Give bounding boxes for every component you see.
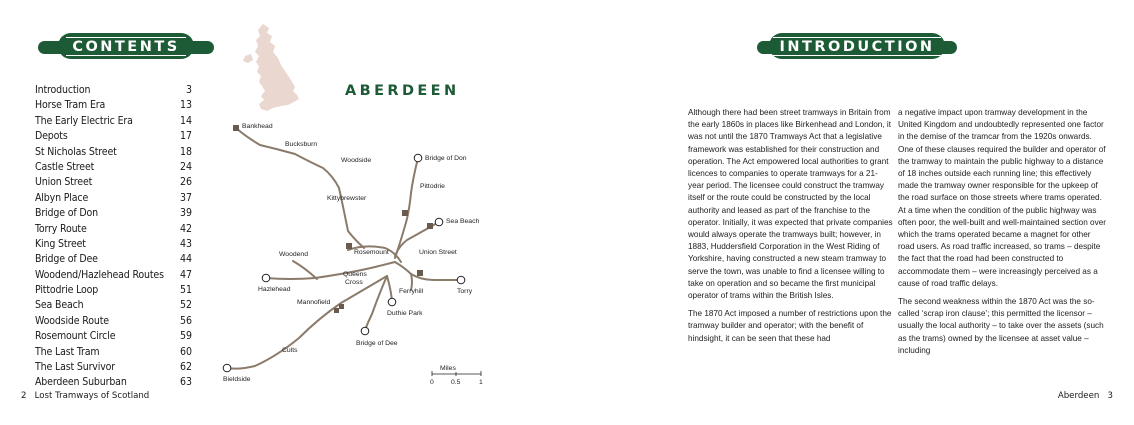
toc-title: Torry Route [35,222,87,235]
scale-title: Miles [440,365,456,372]
terminus-sea-beach [435,218,443,226]
label-woodside: Woodside [341,157,372,164]
toc-title: The Early Electric Era [35,114,133,127]
contents-header-label: CONTENTS [66,37,185,56]
toc-entry[interactable] [35,329,192,344]
toc-entry[interactable] [35,283,192,298]
right-folio: Aberdeen 3 [1057,391,1113,401]
toc-page: 51 [179,284,192,297]
label-hazlehead: Hazlehead [258,286,291,293]
toc-entry[interactable] [35,191,192,206]
contents-header [38,33,214,59]
label-union-street: Union Street [419,249,457,256]
label-bieldside: Bieldside [223,376,251,383]
depot-marker [427,223,433,229]
toc-entry[interactable] [35,175,192,190]
toc-title: Bridge of Dee [35,253,98,266]
toc-page: 14 [179,114,192,127]
toc-page: 42 [179,222,192,235]
intro-column-1 [688,107,893,351]
toc-entry[interactable] [35,145,192,160]
introduction-header [757,33,957,59]
toc-page: 26 [179,176,192,189]
label-duthie-park: Duthie Park [387,310,423,317]
toc-title: Albyn Place [35,191,89,204]
toc-page: 60 [179,345,192,358]
label-torry: Torry [457,288,473,295]
tram-route-map [215,18,485,393]
toc-entry[interactable] [35,268,192,283]
toc-title: The Last Tram [35,345,100,358]
toc-title: Rosemount Circle [35,330,116,343]
toc-page: 13 [179,99,192,112]
toc-entry[interactable] [35,129,192,144]
toc-title: Bridge of Don [35,207,98,220]
route-union-torry [395,262,461,280]
scale-bar [430,365,483,386]
label-sea-beach: Sea Beach [446,218,480,225]
label-ferryhill: Ferryhill [399,288,424,295]
toc-entry[interactable] [35,360,192,375]
depots [233,125,433,313]
toc-entry[interactable] [35,114,192,129]
route-hazlehead [266,262,395,279]
label-kittybrewster: Kittybrewster [327,195,367,202]
terminus-torry [457,276,465,284]
toc-entry[interactable] [35,345,192,360]
toc-entry[interactable] [35,252,192,267]
label-queens-cross: Queens [343,271,367,278]
toc-page: 47 [179,268,192,281]
toc-entry[interactable] [35,222,192,237]
toc-title: St Nicholas Street [35,145,117,158]
label-rosemount: Rosemount [354,249,389,256]
introduction-header-label: INTRODUCTION [773,37,940,56]
toc-page: 3 [185,84,192,96]
city-title: ABERDEEN [345,83,460,99]
terminus-hazlehead [262,274,270,282]
depot-marker [346,243,352,249]
toc-page: 39 [179,207,192,220]
toc-entry[interactable] [35,83,192,98]
terminus-bridge-of-don [414,154,422,162]
label-bridge-of-dee: Bridge of Dee [356,340,398,347]
route-duthie-park [387,276,392,301]
toc-page: 52 [179,299,192,312]
label-cults: Cults [282,347,298,354]
toc-title: Woodside Route [35,314,109,327]
toc-title: King Street [35,237,86,250]
left-folio: 2 Lost Tramways of Scotland [21,391,150,401]
toc-page: 44 [179,253,192,266]
intro-paragraph: The second weakness within the 1870 Act was the so-called ‘scrap iron clause’; this permitted the licensor – usually the local authority – to take over the assets (such as the trams) owned by the licensee at asset value – including [898,297,1104,355]
toc-title: Horse Tram Era [35,99,106,112]
toc-title: Pittodrie Loop [35,284,99,297]
terminus-duthie-park [388,298,396,306]
scale-tick-half: 0.5 [451,379,461,386]
toc-entry[interactable] [35,160,192,175]
route-woodend [293,261,317,279]
toc-title: Depots [35,130,68,143]
toc-page: 63 [179,376,192,389]
northern-ireland-shape [243,54,253,63]
label-woodend: Woodend [279,251,308,258]
totem-plate [769,33,945,59]
toc-entry[interactable] [35,375,192,390]
toc-page: 62 [179,361,192,374]
toc-title: Castle Street [35,160,95,173]
depot-marker [402,210,408,216]
toc-page: 18 [179,145,192,158]
depot-marker [334,308,339,313]
intro-paragraph: The 1870 Act imposed a number of restrictions upon the tramway builder and operator; with the benefit of hindsight, it can be seen that these had [688,309,892,343]
toc-page: 17 [179,130,192,143]
toc-title: Sea Beach [35,299,84,312]
label-bucksburn: Bucksburn [285,141,318,148]
toc-entry[interactable] [35,206,192,221]
toc-title: Woodend/Hazlehead Routes [35,268,164,281]
route-bridge-of-don [395,158,418,258]
toc-page: 59 [179,330,192,343]
scale-tick-1: 1 [479,379,483,386]
toc-entry[interactable] [35,314,192,329]
intro-paragraph: a negative impact upon tramway development in the United Kingdom and undoubtedly represented one factor in the demise of the tramcar from the 1920s onwards. One of these clauses required the builder and operator of the tramway to maintain the public highway to a distance of 18 inches outside each running line; this effectively made the tramway owner responsible for the upkeep of the road surface on those streets where trams operated. At a time when the condition of the public highway was often poor, the well-built and well-maintained section over which the trams operated became a magnet for other road users. As road traffic increased, so trams – despite the fact that the road had been constructed to accommodate them – were increasingly perceived as a cause of road traffic delays. [898,108,1106,288]
toc-entry[interactable] [35,237,192,252]
intro-column-2 [898,107,1106,363]
terminus-bridge-of-dee [361,327,369,335]
toc-title: Union Street [35,176,93,189]
label-bankhead: Bankhead [242,123,273,130]
toc-title: Introduction [35,84,91,96]
toc-page: 56 [179,314,192,327]
label-queens-cross-2: Cross [345,279,363,286]
route-bieldside [227,276,387,369]
depot-marker [233,125,239,131]
toc-page: 43 [179,237,192,250]
toc-page: 24 [179,160,192,173]
terminus-bieldside [223,364,231,372]
label-pittodrie: Pittodrie [420,183,445,190]
toc-page: 37 [179,191,192,204]
depot-marker [417,270,423,276]
toc-title: The Last Survivor [35,361,116,374]
toc-entry[interactable] [35,98,192,113]
scale-tick-0: 0 [430,379,434,386]
label-mannofield: Mannofield [297,299,331,306]
toc-entry[interactable] [35,298,192,313]
route-bridge-of-dee [365,276,387,330]
toc-title: Aberdeen Suburban [35,376,127,389]
totem-plate [58,33,194,59]
label-bridge-of-don: Bridge of Don [425,155,467,162]
depot-marker [339,304,344,309]
intro-paragraph: Although there had been street tramways in Britain from the early 1860s in places like Birkenhead and London, it was not until the 1870 Tramways Act that a legislative framework was established for their construction and operation. The Act empowered local authorities to grant licences to companies to operate tramways for a 21-year period. The licensee could construct the tramway itself or the route could be constructed by the local authority and leased as part of the franchise to the operator. Initially, it was expected that private companies would always operate the tramways built; however, in 1883, Huddersfield Corporation in the West Riding of Yorkshire, having constructed a new steam tramway to serve the town, was unable to find a licensee willing to take on operation and so became the first municipal operator of trams within the British Isles. [688,108,893,301]
uk-locator-map [255,24,299,111]
contents-list [35,83,192,391]
